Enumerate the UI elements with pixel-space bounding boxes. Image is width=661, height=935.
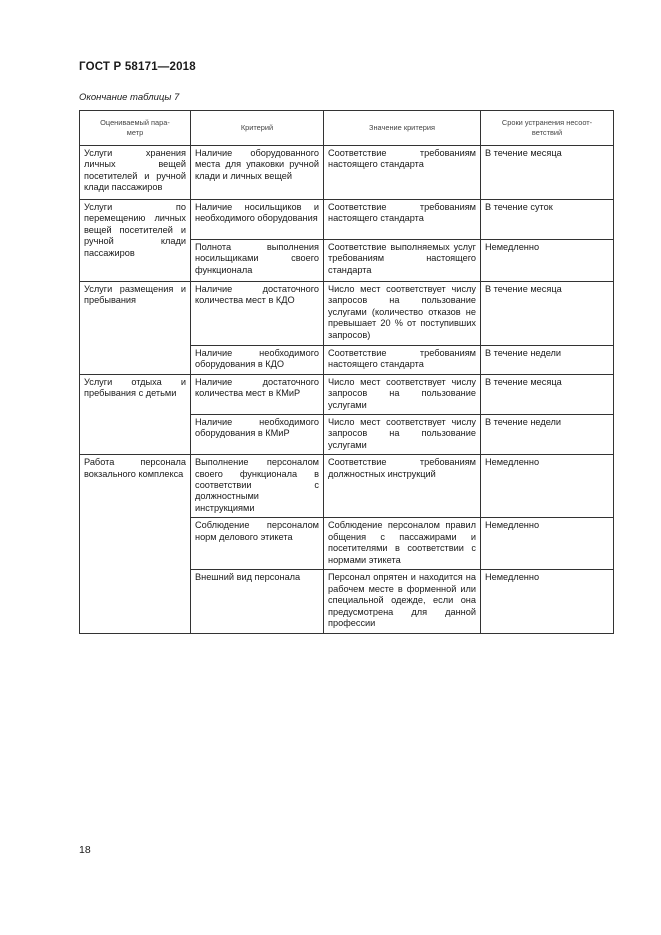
criteria-table <box>79 110 614 634</box>
deadline-cell: Немедленно <box>481 518 614 570</box>
value-cell: Число мест соответствует числу запросов на пользование услугами <box>324 374 481 414</box>
parameter-cell: Работа персонала вокзального комплекса <box>80 455 191 634</box>
deadline-cell: В течение недели <box>481 415 614 455</box>
value-cell: Соблюдение персоналом правил общения с пассажирами и посетителями в соответствии с нормами этикета <box>324 518 481 570</box>
document-header: ГОСТ Р 58171—2018 <box>79 61 196 73</box>
value-cell: Персонал опрятен и находится на рабочем месте в форменной или специальной одежде, если она предусмотрена для данной профессии <box>324 570 481 634</box>
value-cell: Соответствие требованиям настоящего стандарта <box>324 200 481 240</box>
deadline-cell: В течение месяца <box>481 282 614 346</box>
value-cell: Соответствие требованиям настоящего стандарта <box>324 146 481 200</box>
header-text: Сроки устранения несоот- ветствий <box>501 118 593 137</box>
parameter-cell: Услуги размещения и пребывания <box>80 282 191 375</box>
criterion-cell: Наличие достаточного количества мест в КДО <box>191 282 324 346</box>
header-deadline <box>481 111 614 146</box>
deadline-cell: В течение месяца <box>481 374 614 414</box>
deadline-cell: Немедленно <box>481 455 614 518</box>
table-row <box>80 455 614 518</box>
table-row <box>80 282 614 346</box>
header-parameter <box>80 111 191 146</box>
value-cell: Соответствие выполняемых услуг требованиям настоящего стандарта <box>324 240 481 282</box>
deadline-cell: Немедленно <box>481 240 614 282</box>
criterion-cell: Наличие необходимого оборудования в КМиР <box>191 415 324 455</box>
criterion-cell: Выполнение персоналом своего функционала в соответствии с должностными инструкциями <box>191 455 324 518</box>
table-header-row <box>80 111 614 146</box>
page-number: 18 <box>79 844 91 856</box>
deadline-cell: В течение месяца <box>481 146 614 200</box>
header-text: Критерий <box>240 123 274 132</box>
value-cell: Соответствие требованиям настоящего стандарта <box>324 346 481 375</box>
deadline-cell: В течение недели <box>481 346 614 375</box>
value-cell: Соответствие требованиям должностных инструкций <box>324 455 481 518</box>
criterion-cell: Наличие оборудованного места для упаковки ручной клади и личных вещей <box>191 146 324 200</box>
header-value <box>324 111 481 146</box>
criterion-cell: Соблюдение персоналом норм делового этикета <box>191 518 324 570</box>
deadline-cell: Немедленно <box>481 570 614 634</box>
header-text: Оцениваемый пара- метр <box>100 118 170 137</box>
header-criterion <box>191 111 324 146</box>
parameter-cell: Услуги по перемещению личных вещей посетителей и ручной клади пассажиров <box>80 200 191 282</box>
deadline-cell: В течение суток <box>481 200 614 240</box>
table-row <box>80 146 614 200</box>
value-cell: Число мест соответствует числу запросов на пользование услугами <box>324 415 481 455</box>
parameter-cell: Услуги хранения личных вещей посетителей и ручной клади пассажиров <box>80 146 191 200</box>
criterion-cell: Наличие достаточного количества мест в КМиР <box>191 374 324 414</box>
table-row <box>80 374 614 414</box>
table-row <box>80 200 614 240</box>
value-cell: Число мест соответствует числу запросов на пользование услугами (количество отказов не превышает 20 % от поступивших запросов) <box>324 282 481 346</box>
parameter-cell: Услуги отдыха и пребывания с детьми <box>80 374 191 454</box>
criterion-cell: Наличие носильщиков и необходимого оборудования <box>191 200 324 240</box>
criterion-cell: Полнота выполнения носильщиками своего функционала <box>191 240 324 282</box>
table-caption: Окончание таблицы 7 <box>79 92 180 103</box>
criterion-cell: Внешний вид персонала <box>191 570 324 634</box>
header-text: Значение критерия <box>369 123 435 132</box>
criterion-cell: Наличие необходимого оборудования в КДО <box>191 346 324 375</box>
